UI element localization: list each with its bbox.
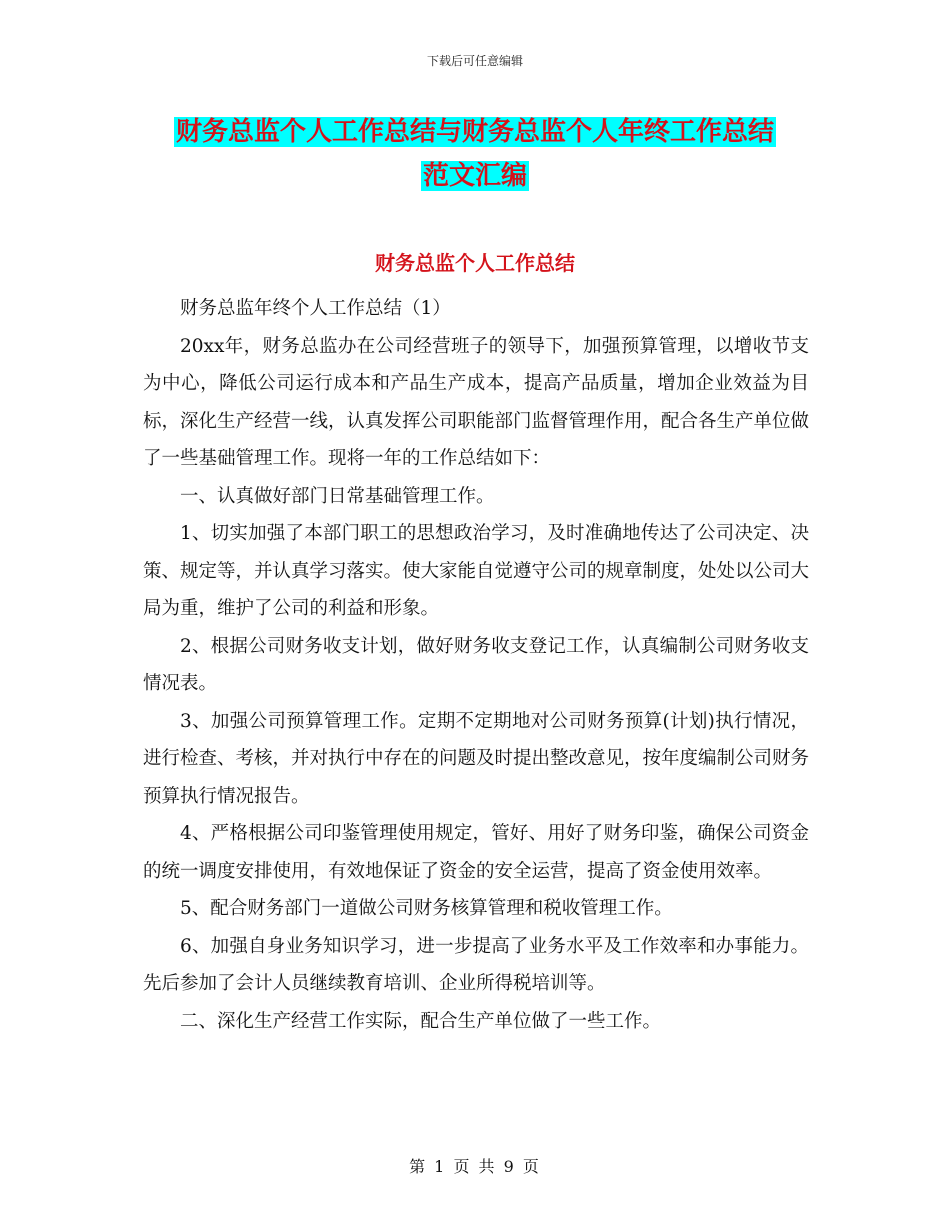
section-title: 财务总监个人工作总结 bbox=[375, 251, 575, 275]
paragraph: 4、严格根据公司印鉴管理使用规定，管好、用好了财务印鉴，确保公司资金的统一调度安排使用，有效地保证了资金的安全运营，提高了资金使用效率。 bbox=[143, 823, 809, 882]
document-title bbox=[140, 110, 810, 198]
paragraph: 5、配合财务部门一道做公司财务核算管理和税收管理工作。 bbox=[180, 898, 673, 919]
paragraph: 一、认真做好部门日常基础管理工作。 bbox=[180, 485, 495, 507]
paragraph: 3、加强公司预算管理工作。定期不定期地对公司财务预算(计划)执行情况，进行检查、考核，并对执行中存在的问题及时提出整改意见，按年度编制公司财务预算执行情况报告。 bbox=[143, 710, 810, 807]
paragraph: 1、切实加强了本部门职工的思想政治学习，及时准确地传达了公司决定、决策、规定等，并认真学习落实。使大家能自觉遵守公司的规章制度，处处以公司大局为重，维护了公司的利益和形象。 bbox=[143, 523, 810, 619]
document-body bbox=[143, 290, 809, 1040]
title-line-2: 范文汇编 bbox=[422, 161, 527, 191]
paragraph: 2、根据公司财务收支计划，做好财务收支登记工作，认真编制公司财务收支情况表。 bbox=[143, 635, 809, 694]
paragraph: 财务总监年终个人工作总结（1） bbox=[180, 298, 451, 319]
header-note: 下载后可任意编辑 bbox=[426, 54, 523, 68]
title-line-1: 财务总监个人工作总结与财务总监个人年终工作总结 bbox=[175, 117, 774, 147]
paragraph: 二、深化生产经营工作实际，配合生产单位做了一些工作。 bbox=[180, 1010, 662, 1032]
page-number: 第 1 页 共 9 页 bbox=[409, 1157, 541, 1176]
paragraph: 6、加强自身业务知识学习，进一步提高了业务水平及工作效率和办事能力。先后参加了会计人员继续教育培训、企业所得税培训等。 bbox=[143, 935, 809, 994]
paragraph: 20xx年，财务总监办在公司经营班子的领导下，加强预算管理，以增收节支为中心，降低公司运行成本和产品生产成本，提高产品质量，增加企业效益为目标，深化生产经营一线，认真发挥公司职能部门监督管理作用，配合各生产单位做了一些基础管理工作。现将一年的工作总结如下： bbox=[143, 335, 810, 469]
